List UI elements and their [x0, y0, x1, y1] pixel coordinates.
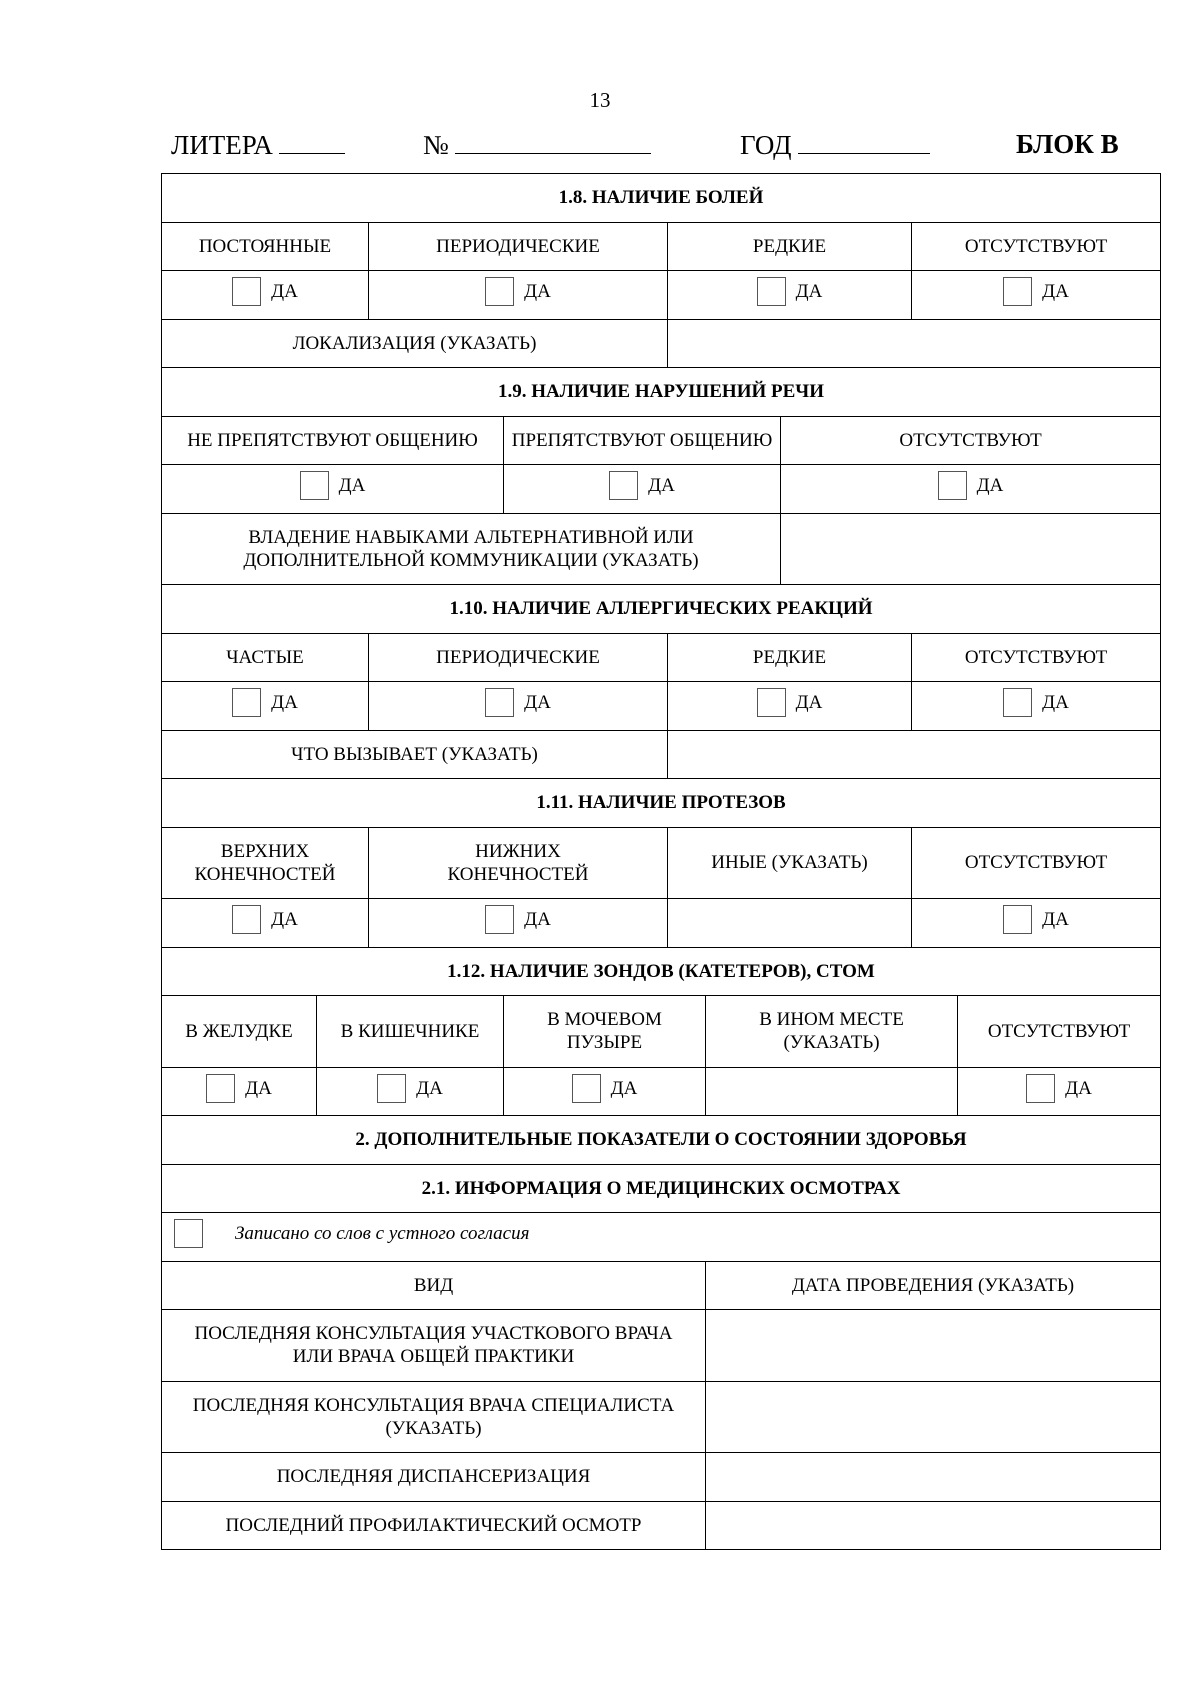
allergy-rare-checkbox[interactable]: [757, 688, 786, 717]
number-label: №: [423, 130, 449, 160]
year-field: [740, 126, 930, 162]
probe-intestine-cell: [317, 1067, 504, 1116]
speech-absent-cell: [781, 465, 1161, 514]
allergy-rare-cell: [668, 682, 912, 731]
yes-label: ДА: [795, 692, 823, 714]
year-input-line[interactable]: [798, 126, 930, 154]
prosthesis-lower-line2: КОНЕЧНОСТЕЙ: [447, 863, 589, 885]
pain-periodic-cell: [369, 271, 668, 320]
yes-label: ДА: [245, 1077, 272, 1099]
probe-stomach-checkbox[interactable]: [206, 1074, 235, 1103]
yes-label: ДА: [648, 475, 675, 497]
section-1-9-title: 1.9. НАЛИЧИЕ НАРУШЕНИЙ РЕЧИ: [162, 368, 1161, 417]
pain-absent-cell: [912, 271, 1161, 320]
yes-label: ДА: [524, 281, 551, 303]
allergy-periodic-checkbox[interactable]: [485, 688, 514, 717]
exam-dispensary-date-input[interactable]: [706, 1453, 1161, 1502]
speech-not-hinder-checkbox[interactable]: [300, 471, 329, 500]
alt-communication-input[interactable]: [781, 513, 1161, 585]
probe-other-line2: (УКАЗАТЬ): [783, 1032, 880, 1054]
alt-communication-label: [162, 513, 781, 585]
exam-gp-date-input[interactable]: [706, 1310, 1161, 1382]
alt-communication-line1: ВЛАДЕНИЕ НАВЫКАМИ АЛЬТЕРНАТИВНОЙ ИЛИ: [248, 526, 694, 548]
pain-rare-cell: [668, 271, 912, 320]
speech-not-hinder-cell: [162, 465, 504, 514]
prosthesis-lower-checkbox[interactable]: [485, 905, 514, 934]
probe-bladder-label: [504, 996, 706, 1068]
pain-periodic-checkbox[interactable]: [485, 277, 514, 306]
prosthesis-upper-line1: ВЕРХНИХ: [220, 840, 310, 862]
consent-row: [162, 1213, 1161, 1262]
probe-absent-checkbox[interactable]: [1026, 1074, 1055, 1103]
prosthesis-lower-line1: НИЖНИХ: [475, 840, 561, 862]
allergy-rare-label: РЕДКИЕ: [668, 633, 912, 682]
speech-hinder-cell: [504, 465, 781, 514]
allergy-cause-label: ЧТО ВЫЗЫВАЕТ (УКАЗАТЬ): [162, 730, 668, 779]
pain-localization-input[interactable]: [668, 319, 1161, 368]
allergy-frequent-cell: [162, 682, 369, 731]
prosthesis-lower-cell: [369, 899, 668, 948]
number-field: [423, 126, 651, 162]
yes-label: ДА: [976, 475, 1004, 497]
probe-absent-label: ОТСУТСТВУЮТ: [958, 996, 1161, 1068]
yes-label: ДА: [795, 281, 823, 303]
yes-label: ДА: [1042, 692, 1069, 714]
section-2-1-title: 2.1. ИНФОРМАЦИЯ О МЕДИЦИНСКИХ ОСМОТРАХ: [162, 1164, 1161, 1213]
yes-label: ДА: [1065, 1077, 1092, 1099]
section-2-title: 2. ДОПОЛНИТЕЛЬНЫЕ ПОКАЗАТЕЛИ О СОСТОЯНИИ ЗДОРОВЬЯ: [162, 1116, 1161, 1165]
pain-absent-checkbox[interactable]: [1003, 277, 1032, 306]
yes-label: ДА: [271, 281, 298, 303]
speech-hinder-label: ПРЕПЯТСТВУЮТ ОБЩЕНИЮ: [504, 416, 781, 465]
yes-label: ДА: [338, 475, 366, 497]
exam-date-header: ДАТА ПРОВЕДЕНИЯ (УКАЗАТЬ): [706, 1261, 1161, 1310]
probe-bladder-cell: [504, 1067, 706, 1116]
prosthesis-upper-cell: [162, 899, 369, 948]
exam-gp-label: [162, 1310, 706, 1382]
block-label: БЛОК В: [1016, 129, 1119, 159]
litera-input-line[interactable]: [279, 126, 345, 154]
litera-label: ЛИТЕРА: [171, 130, 273, 160]
section-1-8-title: 1.8. НАЛИЧИЕ БОЛЕЙ: [162, 174, 1161, 223]
pain-constant-cell: [162, 271, 369, 320]
exam-specialist-line2: (УКАЗАТЬ): [385, 1417, 482, 1439]
prosthesis-upper-checkbox[interactable]: [232, 905, 261, 934]
number-input-line[interactable]: [455, 126, 651, 154]
probe-bladder-checkbox[interactable]: [572, 1074, 601, 1103]
probe-absent-cell: [958, 1067, 1161, 1116]
litera-field: [171, 126, 345, 162]
probe-stomach-cell: [162, 1067, 317, 1116]
alt-communication-line2: ДОПОЛНИТЕЛЬНОЙ КОММУНИКАЦИИ (УКАЗАТЬ): [243, 549, 699, 571]
page-number: 13: [589, 88, 611, 112]
allergy-frequent-checkbox[interactable]: [232, 688, 261, 717]
probe-other-label: [706, 996, 958, 1068]
prosthesis-other-input[interactable]: [668, 899, 912, 948]
pain-rare-checkbox[interactable]: [757, 277, 786, 306]
year-label: ГОД: [740, 130, 792, 160]
exam-type-header: ВИД: [162, 1261, 706, 1310]
prosthesis-absent-label: ОТСУТСТВУЮТ: [912, 827, 1161, 899]
pain-constant-label: ПОСТОЯННЫЕ: [162, 222, 369, 271]
speech-not-hinder-label: НЕ ПРЕПЯТСТВУЮТ ОБЩЕНИЮ: [162, 416, 504, 465]
exam-gp-line2: ИЛИ ВРАЧА ОБЩЕЙ ПРАКТИКИ: [292, 1346, 575, 1368]
exam-specialist-label: [162, 1381, 706, 1453]
yes-label: ДА: [610, 1077, 638, 1099]
allergy-cause-input[interactable]: [668, 730, 1161, 779]
prosthesis-lower-label: [369, 827, 668, 899]
yes-label: ДА: [416, 1077, 443, 1099]
pain-constant-checkbox[interactable]: [232, 277, 261, 306]
pain-periodic-label: ПЕРИОДИЧЕСКИЕ: [369, 222, 668, 271]
prosthesis-upper-line2: КОНЕЧНОСТЕЙ: [194, 863, 336, 885]
pain-rare-label: РЕДКИЕ: [668, 222, 912, 271]
allergy-absent-cell: [912, 682, 1161, 731]
yes-label: ДА: [271, 692, 298, 714]
probe-bladder-line1: В МОЧЕВОМ: [547, 1009, 662, 1031]
exam-preventive-date-input[interactable]: [706, 1501, 1161, 1550]
probe-stomach-label: В ЖЕЛУДКЕ: [162, 996, 317, 1068]
probe-other-line1: В ИНОМ МЕСТЕ: [759, 1009, 904, 1031]
consent-note: Записано со слов с устного согласия: [235, 1223, 530, 1245]
probe-bladder-line2: ПУЗЫРЕ: [566, 1032, 643, 1054]
yes-label: ДА: [524, 692, 551, 714]
pain-localization-label: ЛОКАЛИЗАЦИЯ (УКАЗАТЬ): [162, 319, 668, 368]
exam-gp-line1: ПОСЛЕДНЯЯ КОНСУЛЬТАЦИЯ УЧАСТКОВОГО ВРАЧА: [194, 1323, 673, 1345]
allergy-absent-label: ОТСУТСТВУЮТ: [912, 633, 1161, 682]
prosthesis-absent-checkbox[interactable]: [1003, 905, 1032, 934]
yes-label: ДА: [524, 909, 551, 931]
exam-specialist-line1: ПОСЛЕДНЯЯ КОНСУЛЬТАЦИЯ ВРАЧА СПЕЦИАЛИСТА: [192, 1394, 675, 1416]
prosthesis-other-label: ИНЫЕ (УКАЗАТЬ): [668, 827, 912, 899]
exam-dispensary-label: ПОСЛЕДНЯЯ ДИСПАНСЕРИЗАЦИЯ: [162, 1453, 706, 1502]
prosthesis-upper-label: [162, 827, 369, 899]
section-1-11-title: 1.11. НАЛИЧИЕ ПРОТЕЗОВ: [162, 779, 1161, 828]
probe-other-input[interactable]: [706, 1067, 958, 1116]
health-form-table: [161, 173, 1161, 1550]
exam-specialist-date-input[interactable]: [706, 1381, 1161, 1453]
yes-label: ДА: [271, 909, 298, 931]
exam-preventive-label: ПОСЛЕДНИЙ ПРОФИЛАКТИЧЕСКИЙ ОСМОТР: [162, 1501, 706, 1550]
allergy-frequent-label: ЧАСТЫЕ: [162, 633, 369, 682]
consent-checkbox[interactable]: [174, 1219, 203, 1248]
allergy-periodic-cell: [369, 682, 668, 731]
section-1-10-title: 1.10. НАЛИЧИЕ АЛЛЕРГИЧЕСКИХ РЕАКЦИЙ: [162, 585, 1161, 634]
prosthesis-absent-cell: [912, 899, 1161, 948]
speech-absent-checkbox[interactable]: [938, 471, 967, 500]
speech-absent-label: ОТСУТСТВУЮТ: [781, 416, 1161, 465]
allergy-periodic-label: ПЕРИОДИЧЕСКИЕ: [369, 633, 668, 682]
probe-intestine-label: В КИШЕЧНИКЕ: [317, 996, 504, 1068]
section-1-12-title: 1.12. НАЛИЧИЕ ЗОНДОВ (КАТЕТЕРОВ), СТОМ: [162, 947, 1161, 996]
yes-label: ДА: [1042, 281, 1069, 303]
yes-label: ДА: [1042, 909, 1069, 931]
speech-hinder-checkbox[interactable]: [609, 471, 638, 500]
pain-absent-label: ОТСУТСТВУЮТ: [912, 222, 1161, 271]
probe-intestine-checkbox[interactable]: [377, 1074, 406, 1103]
allergy-absent-checkbox[interactable]: [1003, 688, 1032, 717]
